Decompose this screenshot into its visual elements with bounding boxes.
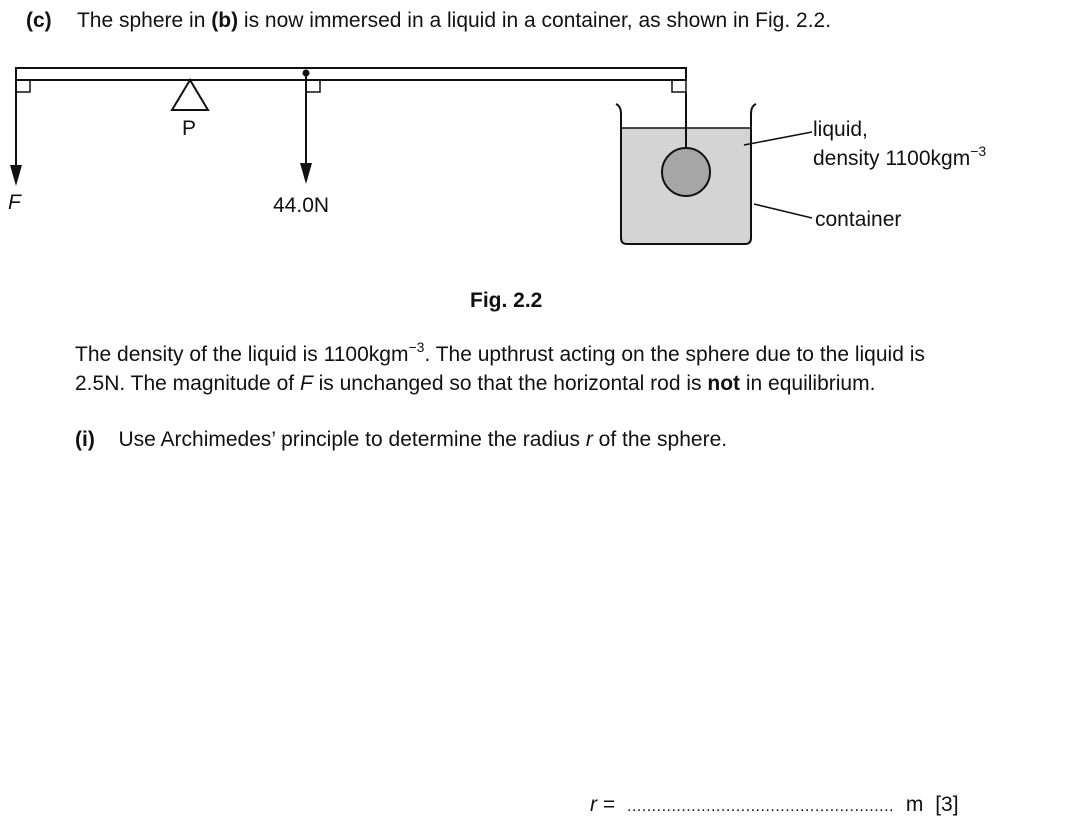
answer-line bbox=[590, 792, 959, 820]
subpart-text-after: of the sphere. bbox=[598, 428, 728, 451]
rod-bracket-right bbox=[672, 80, 686, 92]
intro-text-before: The sphere in bbox=[76, 9, 206, 32]
answer-equals: = bbox=[602, 793, 616, 816]
figure-caption bbox=[470, 288, 542, 314]
label-density-exp: −3 bbox=[970, 143, 987, 159]
subpart-text-before: Use Archimedes’ principle to determine the radius bbox=[118, 428, 580, 451]
label-force-44n: 44.0N bbox=[273, 194, 330, 217]
pivot-triangle-icon bbox=[172, 80, 208, 110]
answer-dots[interactable]: ...................................................... bbox=[626, 798, 894, 815]
paragraph-line-2 bbox=[75, 371, 875, 397]
intro-bold-ref: (b) bbox=[211, 9, 239, 32]
paragraph-line2-mid: is unchanged so that the horizontal rod is bbox=[318, 372, 702, 395]
force-f-arrowhead-icon bbox=[10, 165, 22, 186]
weight-attachment-dot bbox=[303, 70, 310, 77]
label-liquid: liquid, bbox=[813, 118, 868, 141]
answer-var: r bbox=[590, 793, 597, 816]
liquid-leader-line bbox=[744, 132, 812, 145]
subpart-var: r bbox=[585, 428, 593, 451]
paragraph-line2-var: F bbox=[299, 372, 313, 395]
label-p: P bbox=[182, 117, 197, 140]
part-label: (c) bbox=[26, 9, 52, 32]
subpart-i bbox=[75, 427, 727, 453]
rod-bracket-middle bbox=[306, 80, 320, 92]
paragraph-line2-bold: not bbox=[707, 372, 741, 395]
paragraph-line-1 bbox=[75, 339, 925, 368]
question-intro bbox=[26, 8, 831, 34]
figure-caption-text: Fig. 2.2 bbox=[470, 289, 543, 312]
container-leader-line bbox=[754, 204, 812, 218]
paragraph-line1-end: . The upthrust acting on the sphere due to the liquid is bbox=[424, 343, 925, 366]
label-container: container bbox=[815, 208, 902, 231]
paragraph-line2-start: 2.5N. The magnitude of bbox=[75, 372, 295, 395]
answer-unit: m bbox=[905, 793, 924, 816]
sphere bbox=[662, 148, 710, 196]
horizontal-rod bbox=[16, 68, 686, 80]
label-density-text: density 1100kgm bbox=[813, 147, 971, 170]
paragraph-line2-end: in equilibrium. bbox=[745, 372, 876, 395]
subpart-label: (i) bbox=[75, 428, 95, 451]
paragraph-line1-exp: −3 bbox=[408, 339, 425, 355]
label-f: F bbox=[8, 191, 21, 214]
intro-text-after: is now immersed in a liquid in a container, as shown in Fig. 2.2. bbox=[243, 9, 832, 32]
weight-arrowhead-icon bbox=[300, 163, 312, 184]
paragraph-line1-start: The density of the liquid is 1100kgm bbox=[75, 343, 409, 366]
rod-bracket-left bbox=[16, 80, 30, 92]
label-density bbox=[813, 143, 986, 170]
answer-marks: [3] bbox=[935, 793, 959, 816]
figure-2-2-diagram bbox=[0, 60, 1080, 260]
